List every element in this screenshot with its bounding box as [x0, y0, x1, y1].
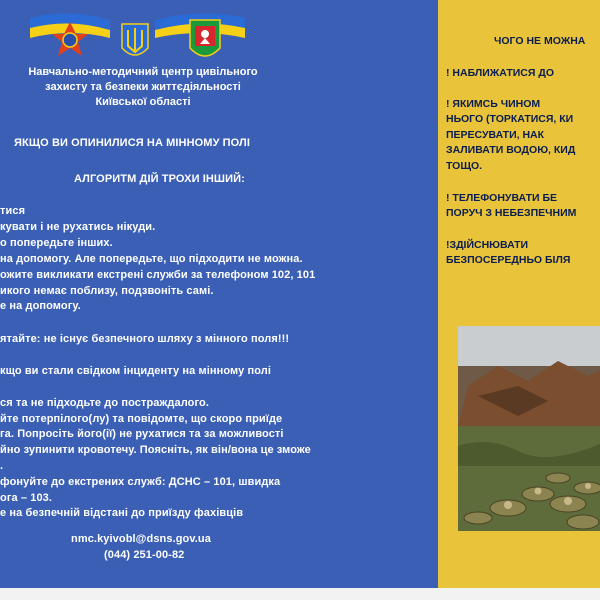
prohibited-item-line: ТОЩО.	[446, 160, 483, 172]
mines-photo	[458, 326, 600, 531]
header-line-1: Навчально-методичний центр цивільного	[28, 66, 258, 78]
prohibited-item-line: ПОРУЧ З НЕБЕЗПЕЧНИМ	[446, 207, 577, 219]
witness-step-line: фонуйте до екстрених служб: ДСНС – 101, швидка	[0, 476, 281, 488]
header-line-2: захисту та безпеки життєдіяльності	[45, 81, 241, 93]
algorithm-step-line: икого немає поблизу, подзвоніть самі.	[0, 285, 214, 297]
algorithm-heading: АЛГОРИТМ ДІЙ ТРОХИ ІНШИЙ:	[74, 173, 245, 185]
header-line-3: Київської області	[95, 96, 191, 108]
witness-heading: кщо ви стали свідком інциденту на мінному полі	[0, 365, 272, 377]
contact-phone[interactable]: (044) 251-00-82	[104, 549, 185, 561]
witness-step-line: е на безпечній відстані до приїзду фахівців	[0, 507, 244, 519]
prohibited-item: ! НАБЛИЖАТИСЯ ДО	[446, 67, 554, 79]
witness-step-line: га. Попросіть його(ії) не рухатися та за можливості	[0, 428, 284, 440]
algorithm-step-line: кувати і не рухатись нікуди.	[0, 221, 156, 233]
algorithm-step-line: о попередьте інших.	[0, 237, 113, 249]
warning-line: ятайте: не існує безпечного шляху з мінного поля!!!	[0, 333, 290, 345]
algorithm-step-line: е на допомогу.	[0, 300, 81, 312]
witness-step-line: ога – 103.	[0, 492, 53, 504]
minefield-heading: ЯКЩО ВИ ОПИНИЛИСЯ НА МІННОМУ ПОЛІ	[14, 137, 251, 149]
kyiv-oblast-emblem-icon	[190, 20, 220, 56]
prohibited-item-line: ПЕРЕСУВАТИ, НАК	[446, 129, 545, 141]
prohibited-item-line: НЬОГО (ТОРКАТИСЯ, КИ	[446, 113, 574, 125]
prohibited-item: ! ТЕЛЕФОНУВАТИ БЕ	[446, 192, 557, 204]
contact-email[interactable]: nmc.kyivobl@dsns.gov.ua	[71, 533, 211, 545]
prohibited-heading: ЧОГО НЕ МОЖНА	[494, 35, 586, 47]
organization-header	[0, 65, 286, 110]
prohibited-item: ! ЯКИМСЬ ЧИНОМ	[446, 98, 541, 110]
algorithm-step-line: тися	[0, 205, 26, 217]
witness-step-line: ся та не підходьте до постраждалого.	[0, 397, 210, 409]
algorithm-step-line: ожите викликати екстрені служби за телефоном 102, 101	[0, 269, 316, 281]
witness-step-line: йно зупинити кровотечу. Поясніть, як він/вона це зможе	[0, 444, 311, 456]
emblem-row	[30, 8, 248, 68]
prohibited-item: !ЗДІЙСНЮВАТИ	[446, 239, 529, 251]
prohibited-item-line: БЕЗПОСЕРЕДНЬО БІЛЯ	[446, 254, 571, 266]
ukraine-trident-icon	[122, 24, 148, 55]
witness-step-line: .	[0, 460, 4, 472]
bottom-strip	[0, 588, 600, 600]
algorithm-step-line: на допомогу. Але попередьте, що підходити не можна.	[0, 253, 303, 265]
witness-step-line: йте потерпілого(лу) та повідомте, що скоро приїде	[0, 413, 283, 425]
prohibited-item-line: ЗАЛИВАТИ ВОДОЮ, КИД	[446, 144, 576, 156]
